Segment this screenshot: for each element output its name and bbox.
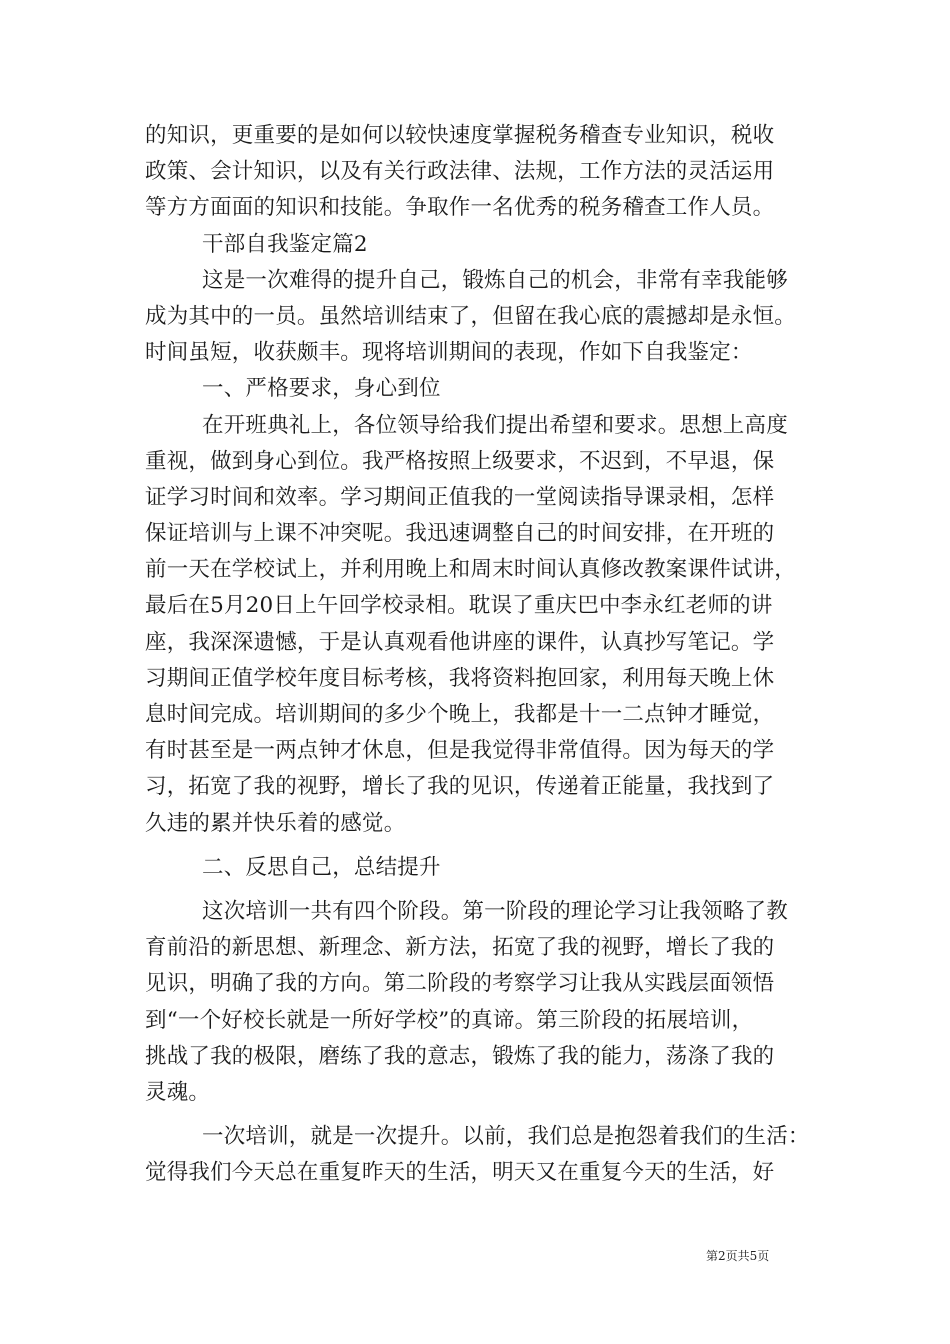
body-line: 习，拓宽了我的视野，增长了我的见识，传递着正能量，我找到了 — [145, 774, 775, 800]
body-line: 灵魂。 — [145, 1079, 211, 1105]
page-number: 第2页共5页 — [706, 1249, 770, 1263]
body-line: 久违的累并快乐着的感觉。 — [145, 810, 406, 836]
document-body — [145, 118, 815, 1191]
subsection-heading: 二、反思自己，总结提升 — [202, 854, 441, 880]
body-line: 证学习时间和效率。学习期间正值我的一堂阅读指导课录相，怎样 — [145, 484, 775, 510]
body-line: 政策、会计知识，以及有关行政法律、法规，工作方法的灵活运用 — [145, 159, 775, 185]
section-heading: 干部自我鉴定篇2 — [202, 231, 368, 257]
body-line: 挑战了我的极限，磨练了我的意志，锻炼了我的能力，荡涤了我的 — [145, 1043, 775, 1069]
body-line: 育前沿的新思想、新理念、新方法，拓宽了我的视野，增长了我的 — [145, 935, 775, 961]
paragraph-start-line: 一次培训，就是一次提升。以前，我们总是抱怨着我们的生活： — [202, 1124, 810, 1150]
body-line: 时间虽短，收获颇丰。现将培训期间的表现，作如下自我鉴定： — [145, 340, 753, 366]
body-line: 的知识，更重要的是如何以较快速度掌握税务稽查专业知识，税收 — [145, 123, 775, 148]
paragraph-start-line: 这次培训一共有四个阶段。第一阶段的理论学习让我领略了教 — [202, 898, 788, 924]
body-line: 觉得我们今天总在重复昨天的生活，明天又在重复今天的生活，好 — [145, 1160, 775, 1186]
body-line: 前一天在学校试上，并利用晚上和周末时间认真修改教案课件试讲， — [145, 557, 797, 583]
body-line: 息时间完成。培训期间的多少个晚上，我都是十一二点钟才睡觉， — [145, 702, 775, 727]
body-line: 到“一个好校长就是一所好学校”的真谛。第三阶段的拓展培训， — [145, 1007, 754, 1033]
body-line: 座，我深深遗憾，于是认真观看他讲座的课件，认真抄写笔记。学 — [145, 629, 775, 655]
body-line: 保证培训与上课不冲突呢。我迅速调整自己的时间安排，在开班的 — [145, 521, 775, 547]
body-line: 最后在5月20日上午回学校录相。耽误了重庆巴中李永红老师的讲 — [145, 593, 773, 619]
paragraph-start-line: 这是一次难得的提升自己，锻炼自己的机会，非常有幸我能够 — [202, 267, 788, 293]
body-line: 见识，明确了我的方向。第二阶段的考察学习让我从实践层面领悟 — [145, 971, 775, 997]
body-line: 等方方面面的知识和技能。争取作一名优秀的税务稽查工作人员。 — [145, 195, 775, 221]
body-line: 重视，做到身心到位。我严格按照上级要求，不迟到，不早退，保 — [145, 448, 775, 474]
body-line: 习期间正值学校年度目标考核，我将资料抱回家，利用每天晚上休 — [145, 665, 775, 691]
body-line: 有时甚至是一两点钟才休息，但是我觉得非常值得。因为每天的学 — [145, 738, 775, 764]
subsection-heading: 一、严格要求，身心到位 — [202, 376, 441, 402]
body-line: 成为其中的一员。虽然培训结束了，但留在我心底的震撼却是永恒。 — [145, 303, 797, 329]
paragraph-start-line: 在开班典礼上，各位领导给我们提出希望和要求。思想上高度 — [202, 412, 788, 438]
